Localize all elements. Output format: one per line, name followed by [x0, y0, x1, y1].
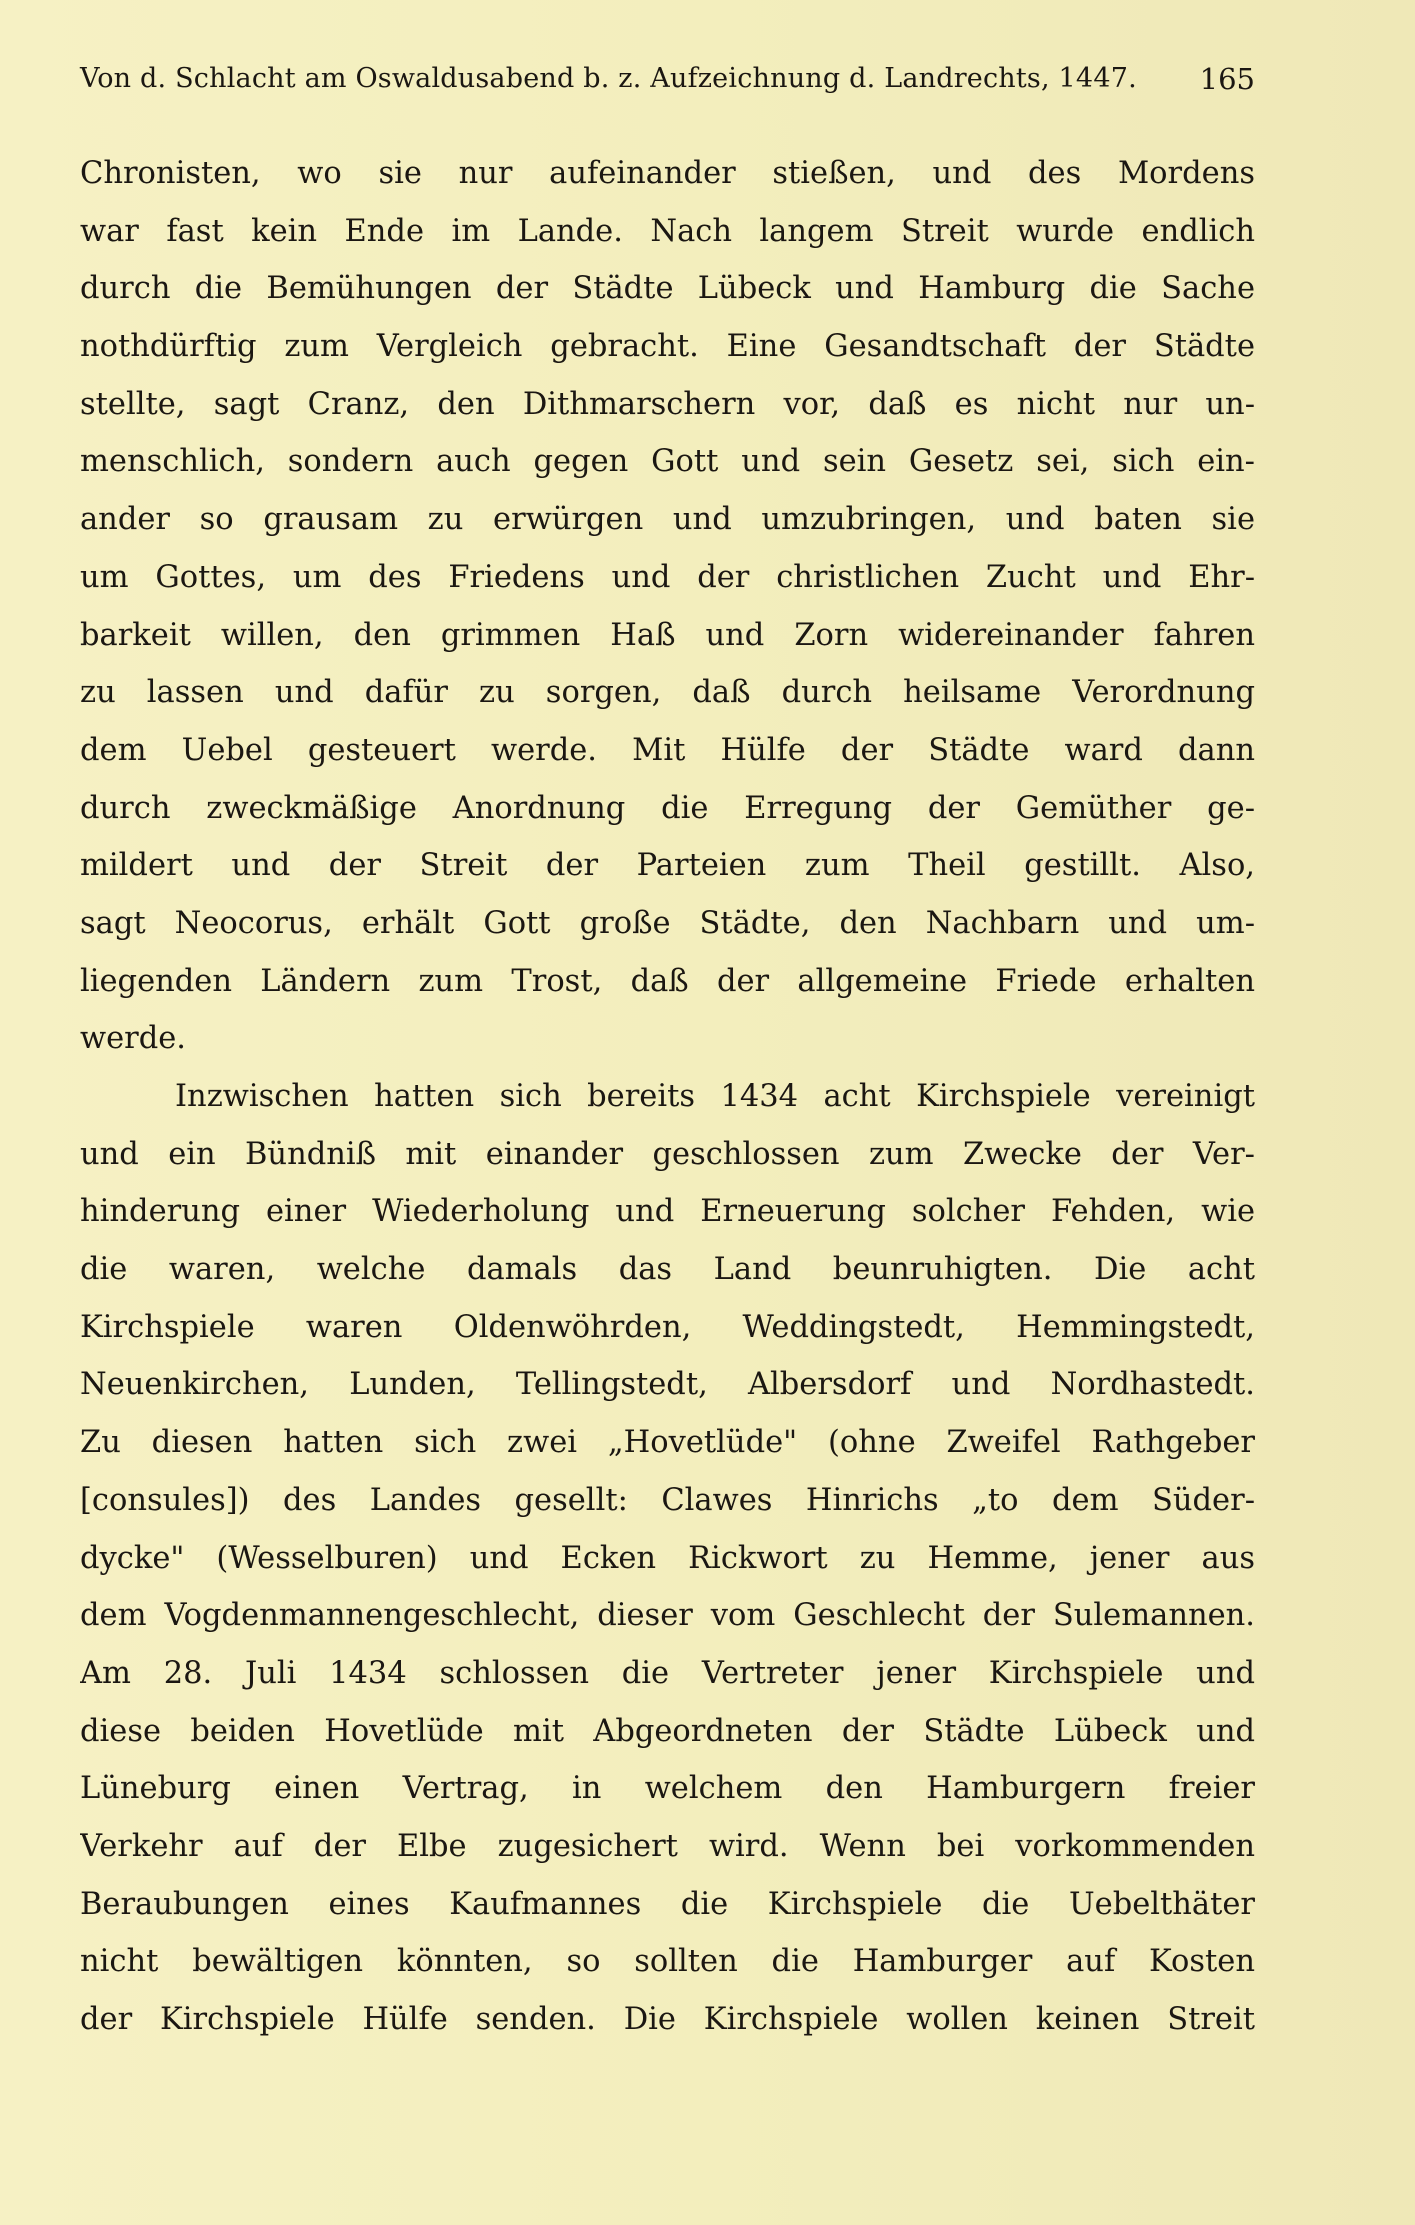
text-line: nothdürftig zum Vergleich gebracht. Eine Gesandtschaft der Städte: [80, 329, 1255, 365]
text-line: dycke" (Wesselburen) und Ecken Rickwort zu Hemme, jener aus: [80, 1540, 1255, 1576]
text-line: mildert und der Streit der Parteien zum Theil gestillt. Also,: [80, 848, 1255, 884]
text-line: [consules]) des Landes gesellt: Clawes Hinrichs „to dem Süder-: [80, 1482, 1255, 1518]
text-line: Verkehr auf der Elbe zugesichert wird. Wenn bei vorkommenden: [80, 1828, 1255, 1864]
text-line: ander so grausam zu erwürgen und umzubringen, und baten sie: [80, 502, 1255, 538]
text-line: dem Vogdenmannengeschlecht, dieser vom Geschlecht der Sulemannen.: [80, 1598, 1255, 1634]
text-line: um Gottes, um des Friedens und der christlichen Zucht und Ehr-: [80, 559, 1255, 595]
text-line: durch zweckmäßige Anordnung die Erregung der Gemüther ge-: [80, 790, 1255, 826]
text-line: nicht bewältigen könnten, so sollten die Hamburger auf Kosten: [80, 1944, 1255, 1980]
text-line: Beraubungen eines Kaufmannes die Kirchspiele die Uebelthäter: [80, 1886, 1255, 1922]
text-line: durch die Bemühungen der Städte Lübeck und Hamburg die Sache: [80, 271, 1255, 307]
text-line: menschlich, sondern auch gegen Gott und sein Gesetz sei, sich ein-: [80, 444, 1255, 480]
body-text: [80, 145, 1255, 2049]
text-line: Chronisten, wo sie nur aufeinander stießen, und des Mordens: [80, 156, 1255, 191]
text-line: hinderung einer Wiederholung und Erneuerung solcher Fehden, wie: [80, 1194, 1255, 1230]
text-line: dem Uebel gesteuert werde. Mit Hülfe der Städte ward dann: [80, 732, 1255, 768]
text-line: war fast kein Ende im Lande. Nach langem Streit wurde endlich: [80, 213, 1255, 249]
text-line: Kirchspiele waren Oldenwöhrden, Weddingstedt, Hemmingstedt,: [80, 1309, 1255, 1345]
paragraph-start-line: Inzwischen hatten sich bereits 1434 acht Kirchspiele vereinigt: [175, 1079, 1255, 1114]
text-line: Lüneburg einen Vertrag, in welchem den Hamburgern freier: [80, 1771, 1255, 1807]
text-line: zu lassen und dafür zu sorgen, daß durch heilsame Verordnung: [80, 675, 1255, 711]
text-line: die waren, welche damals das Land beunruhigten. Die acht: [80, 1252, 1255, 1288]
text-line: der Kirchspiele Hülfe senden. Die Kirchspiele wollen keinen Streit: [80, 2002, 1255, 2037]
text-line: sagt Neocorus, erhält Gott große Städte, den Nachbarn und um-: [80, 905, 1255, 941]
text-line: barkeit willen, den grimmen Haß und Zorn widereinander fahren: [80, 617, 1255, 653]
text-line: Am 28. Juli 1434 schlossen die Vertreter jener Kirchspiele und: [80, 1655, 1255, 1691]
text-line: Neuenkirchen, Lunden, Tellingstedt, Albersdorf und Nordhastedt.: [80, 1367, 1255, 1403]
page-number: 165: [1199, 62, 1255, 96]
text-line: Zu diesen hatten sich zwei „Hovetlüde" (ohne Zweifel Rathgeber: [80, 1425, 1255, 1461]
text-line: diese beiden Hovetlüde mit Abgeordneten der Städte Lübeck und: [80, 1713, 1255, 1749]
text-line: liegenden Ländern zum Trost, daß der allgemeine Friede erhalten: [80, 963, 1255, 999]
text-line: stellte, sagt Cranz, den Dithmarschern vor, daß es nicht nur un-: [80, 386, 1255, 422]
text-line: und ein Bündniß mit einander geschlossen zum Zwecke der Ver-: [80, 1136, 1255, 1172]
paragraph-end-line: werde.: [80, 1021, 187, 1057]
page-header: [80, 56, 1255, 102]
running-head: Von d. Schlacht am Oswaldusabend b. z. Aufzeichnung d. Landrechts, 1447.: [80, 63, 1137, 94]
